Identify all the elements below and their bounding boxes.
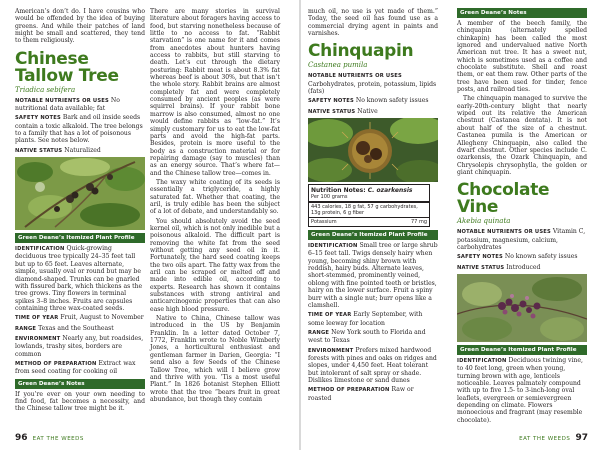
fact-text: Prefers mixed hardwood forests with pines and oaks on ridges and slopes, under 4,450 feet. Heat tolerant but intolerant of salt spray or shade. Dislikes limestone or sand dunes [308, 346, 437, 384]
fact-text: Raw or roasted [308, 386, 414, 402]
intro-paragraph: American’s don’t do. I have cousins who would be offended by the idea of buying greens. And while their patches of land might be small and scattered, they tend to them religiously. [15, 8, 145, 45]
fact-text: Vitamin C, potassium, magnesium, calcium, carbohydrates [457, 228, 586, 251]
fact-label: SAFETY NOTES [457, 254, 503, 261]
fact-text: Naturalized [64, 146, 101, 154]
right-column-2 [457, 8, 587, 426]
fact-native-status [457, 264, 587, 272]
body-paragraph: Native to China, Chinese tallow was introduced in the US by Benjamin Franklin. In a letter dated October 7, 1772, Franklin wrote to Noble Wimberly Jones, a horticultural enthusiast and gentleman farmer in Darien, Georgia: “I send also a few Seeds of the Chinese Tallow Tree, which will I believe grow and thrive with you. ’Tis a most useful Plant.” In 1826 botanist Stephen Elliott wrote that the tree “bears fruit in great abundance, but though they contain [150, 315, 280, 403]
fact-native-status [308, 108, 438, 116]
fact-label: SAFETY NOTES [15, 115, 61, 122]
nutrition-title [309, 185, 429, 194]
left-page [0, 0, 299, 450]
profile-identification [15, 245, 145, 312]
fact-text: Texas and the Southeast [38, 324, 114, 332]
plant-latin-name: Triadica sebifera [15, 85, 76, 94]
fact-text: Deciduous twining vine, to 40 feet long, green when young, turning brown with age, lenticels noticeable. Leaves palmately compound with up to five 1.5- to 3-inch-long oval leaflets, evergreen or semievergreen depending on climate. Flowers monoecious and fragrant (may resemble chocolate). [457, 356, 583, 424]
plant-latin-name: Akebia quinata [457, 217, 511, 226]
notes-paragraph: A member of the beech family, the chinquapin (alternately spelled chinkapin) has been called the most ignored and undervalued native North American nut tree. It has a sweet nut, which is sometimes used as a coffee and chocolate substitute. Shell and roast them, or eat them raw. Other parts of the tree have been used for tinder, fence posts, and railroad ties. [457, 20, 587, 94]
fact-label: NOTABLE NUTRIENTS OR USES [457, 229, 551, 236]
body-paragraph: You should absolutely avoid the seed kernel oil, which is not only inedible but a poisonous alkaloid. The difficult part is removing the white fat from the seed without getting any seed oil in it. Fortunately, the hard seed coating keeps the two oils apart. The fatty wax from the aril can be scraped or melted off and made into edible oil, according to experts. Research has shown it contains substances with strong antiviral and anticarcinogenic properties that can also ease high blood pressure. [150, 217, 280, 313]
fact-nutrients [308, 72, 438, 95]
nutrition-notes-box [308, 184, 430, 227]
right-page [301, 0, 600, 450]
nutrition-species: C. ozarkensis [367, 187, 413, 195]
fact-safety [308, 97, 438, 105]
profile-time-of-year [308, 311, 438, 327]
fact-label: IDENTIFICATION [457, 357, 507, 364]
fact-label: TIME OF YEAR [308, 312, 352, 319]
fact-text: Carbohydrates, protein, potassium, lipids (fats) [308, 80, 437, 96]
notes-paragraph: If you’re ever on your own needing to find food, fat becomes a necessity, and the Chinese tallow tree might be it. [15, 390, 145, 413]
plant-title-chinese-tallow: Chinese Tallow Tree [15, 48, 119, 86]
fact-label: NATIVE STATUS [457, 264, 505, 271]
fact-text: Native [357, 107, 378, 115]
fact-safety [457, 253, 587, 261]
fact-text: Small tree or large shrub 6–15 feet tall. Twigs densely hairy when young, becoming shiny brown with reddish, hairy buds. Alternate leaves, short-stemmed, prominently veined, oblong with fine pointed teeth or bristles, hairy on the lower surface. Fruit a spiny burr with a single nut; burr opens like a clamshell. [308, 242, 438, 309]
profile-identification [308, 242, 438, 309]
profile-environment [308, 347, 438, 385]
fact-label: NOTABLE NUTRIENTS OR USES [15, 97, 109, 104]
fact-label: SAFETY NOTES [308, 98, 354, 105]
chocolate-vine-photo [457, 274, 587, 342]
fact-native-status [15, 147, 145, 155]
left-column-1 [15, 8, 145, 415]
fact-text: Early September, with some leeway for location [308, 311, 423, 327]
profile-range [308, 329, 438, 345]
nutrition-label: Potassium [311, 219, 337, 226]
left-column-2 [150, 8, 280, 405]
nutrition-row: 443 calories, 18 g fat, 57 g carbohydrates, 13g protein, 6 g fiber [309, 203, 429, 218]
fact-label: ENVIRONMENT [308, 347, 354, 354]
fact-text: Nearly any, but roadsides, lowlands, trashy sites, borders are common [15, 334, 144, 358]
fact-label: NATIVE STATUS [15, 147, 63, 154]
fact-text: No known safety issues [504, 253, 578, 261]
fact-label: RANGE [15, 325, 37, 332]
running-title: EAT THE WEEDS [32, 436, 84, 442]
profile-bar: Green Deane’s Itemized Plant Profile [308, 230, 438, 240]
plant-title-chocolate-vine: Chocolate Vine [457, 180, 550, 218]
body-paragraph: There are many stories in survival literature about foragers having access to food, but starving nonetheless because of little to no access to fat. “Rabbit starvation” is one name for it and comes from anecdotes about hunters having access to rabbits, but still starving to death. Let’s cut through the dietary posturing: Rabbit meat is about 8.3% fat whereas beef is about 30%, but that isn’t the whole story. Rabbit brains are almost completely fat and were completely consumed by ancient peoples (as were squirrel brains). If your rabbit bone marrow is also consumed, almost no one would define rabbits as “low-fat.” It’s simply customary for us to eat the low-fat parts and avoid the high-fat parts. Besides, protein is more useful to the body as a construction material or for repairing damage (say to muscles) than as an energy source. That’s where fat—and the Chinese tallow tree—comes in. [150, 8, 280, 177]
notes-bar: Green Deane’s Notes [15, 379, 145, 389]
profile-bar: Green Deane’s Itemized Plant Profile [15, 233, 145, 243]
fact-label: NOTABLE NUTRIENTS OR USES [308, 73, 402, 80]
fact-text: No nutritional data available; fat [15, 96, 120, 113]
profile-bar: Green Deane’s Itemized Plant Profile [457, 345, 587, 355]
plant-title-chinquapin: Chinquapin [308, 41, 414, 62]
nutrition-serving: Per 100 grams [309, 194, 429, 203]
profile-time-of-year [15, 314, 145, 322]
fact-label: IDENTIFICATION [308, 243, 358, 250]
right-column-1 [308, 8, 438, 404]
right-footer [519, 425, 588, 444]
profile-identification [457, 357, 587, 424]
fact-text: Quick-growing deciduous tree typically 24–35 feet tall but up to 65 feet. Leaves alternate, simple, usually oval or round but may be diamond-shaped. Trunks can be gnarled with fissured bark, which thickens as the tree grows. Tiny flowers in terminal spikes 3–8 inches. Fruits are capsules containing three wax-coated seeds. [15, 245, 143, 312]
profile-method [15, 360, 145, 376]
left-footer [15, 425, 84, 444]
intro-paragraph: much oil, no use is yet made of them.” Today, the seed oil has found use as a commercial drying agent in paints and varnishes. [308, 8, 438, 38]
fact-label: TIME OF YEAR [15, 315, 59, 322]
fact-text: New York south to Florida and west to Texas [308, 328, 426, 345]
plant-latin-name: Castanea pumila [308, 61, 368, 70]
page-number: 96 [15, 433, 28, 443]
body-paragraph: The waxy white coating of its seeds is essentially a triglyceride, a highly saturated fat. Whether that coating, the aril, is truly edible has been the subject of a lot of debate, and understandably so. [150, 178, 280, 216]
chinquapin-photo [308, 118, 438, 182]
chinese-tallow-photo [15, 157, 145, 230]
fact-nutrients [15, 97, 145, 113]
fact-label: METHOD OF PREPARATION [308, 387, 390, 394]
nutrition-value: 77 mg [411, 219, 427, 226]
fact-text: Bark and oil inside seeds contain a toxic alkaloid. The tree belongs to a family that has a lot of poisonous plants. See notes below. [15, 114, 143, 145]
fact-label: NATIVE STATUS [308, 108, 356, 115]
fact-label: IDENTIFICATION [15, 246, 65, 253]
notes-paragraph: The chinquapin managed to survive the early-20th-century blight that nearly wiped out its relative the American chestnut (Castanea dentata). It is not about half of the size of a chestnut. Castanea pumila is the American or Allegheny Chinquapin, also called the dwarf chestnut. Other species include C. ozarkensis, the Ozark Chinquapin, and Chrysolepis chrysophylla, the golden or giant chinquapin. [457, 95, 587, 176]
fact-text: No known safety issues [355, 97, 429, 105]
fact-nutrients [457, 228, 587, 251]
fact-safety [15, 114, 145, 144]
fact-text: Fruit, August to November [60, 314, 144, 322]
fact-label: RANGE [308, 329, 330, 336]
nutrition-row-potassium [309, 218, 429, 226]
profile-method [308, 386, 438, 402]
running-title: EAT THE WEEDS [519, 436, 571, 442]
fact-text: Introduced [506, 263, 541, 271]
nutrition-title-prefix: Nutrition Notes: [311, 187, 368, 195]
fact-label: ENVIRONMENT [15, 335, 61, 342]
fact-text: Extract wax from seed coating for cooking oil [15, 359, 136, 376]
profile-environment [15, 335, 145, 358]
notes-bar: Green Deane’s Notes [457, 8, 587, 18]
profile-range [15, 325, 145, 333]
fact-label: METHOD OF PREPARATION [15, 360, 97, 367]
page-number: 97 [575, 433, 588, 443]
